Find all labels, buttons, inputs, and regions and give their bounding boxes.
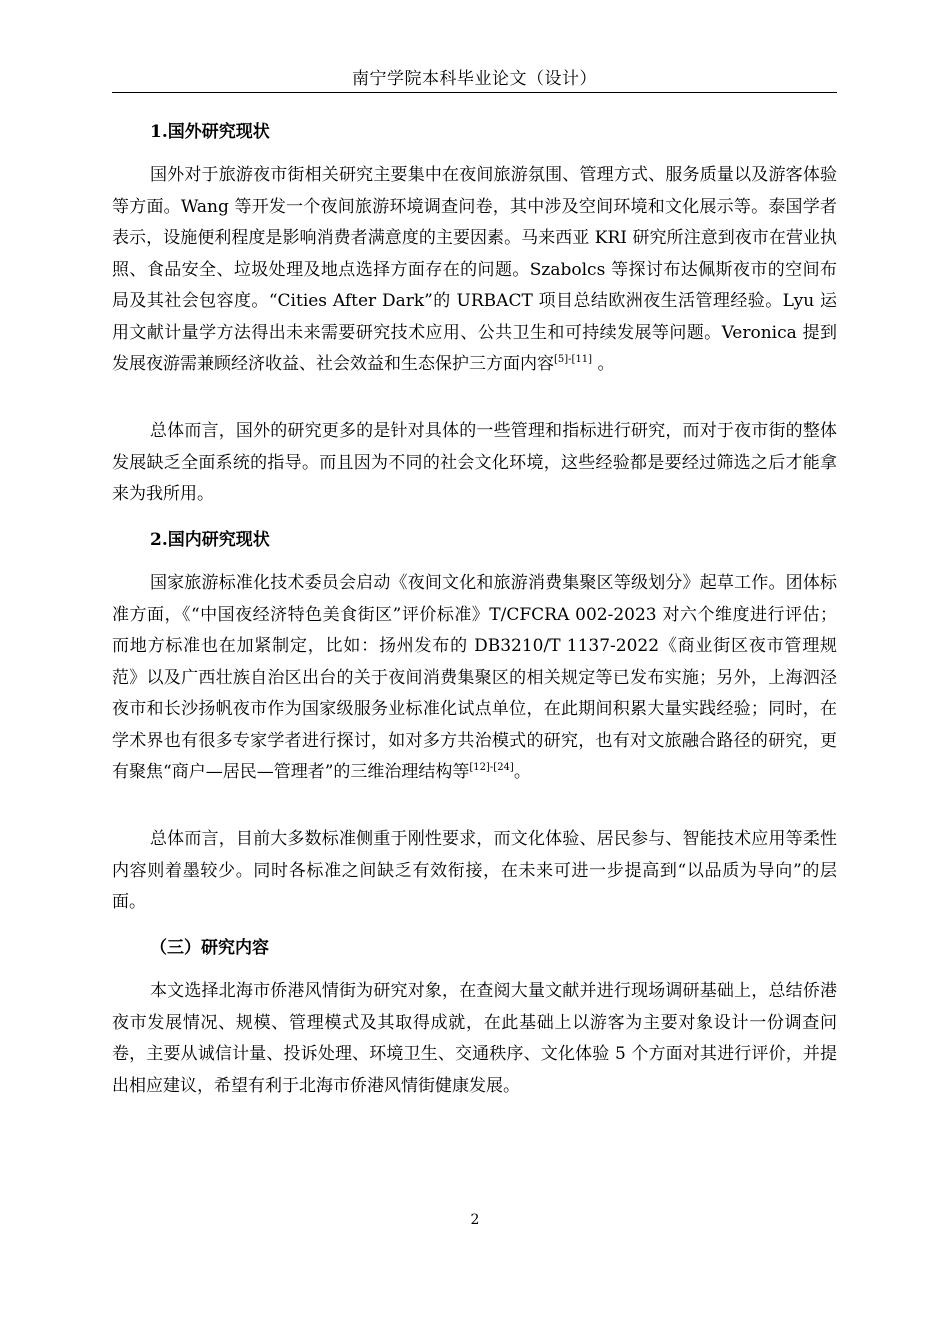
citation: [12]-[24] [469, 762, 514, 773]
section-heading-foreign: 1.国外研究现状 [150, 122, 270, 142]
paragraph-research-content: 本文选择北海市侨港风情街为研究对象，在查阅大量文献并进行现场调研基础上，总结侨港夜市发展情况、规模、管理模式及其取得成就，在此基础上以游客为主要对象设计一份调查问卷，主要从诚信计量、投诉处理、环境卫生、交通秩序、文化体验 5 个方面对其进行评价，并提出相应建议，希望有利于北海市侨港风情街健康发展。 [112, 981, 837, 1096]
paragraph-domestic-2: 总体而言，目前大多数标准侧重于刚性要求，而文化体验、居民参与、智能技术应用等柔性内容则着墨较少。同时各标准之间缺乏有效衔接，在未来可进一步提高到“以品质为导向”的层面。 [112, 829, 837, 912]
paragraph-text: 国外对于旅游夜市街相关研究主要集中在夜间旅游氛围、管理方式、服务质量以及游客体验等方面。Wang 等开发一个夜间旅游环境调查问卷，其中涉及空间环境和文化展示等。泰国学者表示，设施便利程度是影响消费者满意度的主要因素。马来西亚 KRI 研究所注意到夜市在营业执照、食品安全、垃圾处理及地点选择方面存在的问题。Szabolcs 等探讨布达佩斯夜市的空间布局及其社会包容度。“Cities After Dark”的 URBACT 项目总结欧洲夜生活管理经验。Lyu 运用文献计量学方法得出未来需要研究技术应用、公共卫生和可持续发展等问题。Veronica 提到发展夜游需兼顾经济收益、社会效益和生态保护三方面内容 [112, 165, 837, 374]
paragraph-end: 。 [592, 354, 615, 374]
section-heading-domestic: 2.国内研究现状 [150, 530, 270, 550]
paragraph-end: 。 [513, 762, 531, 782]
page-number: 2 [470, 1212, 480, 1228]
header-rule [112, 92, 837, 93]
page-header: 南宁学院本科毕业论文（设计） [352, 69, 597, 89]
paragraph-foreign-2: 总体而言，国外的研究更多的是针对具体的一些管理和指标进行研究，而对于夜市街的整体发展缺乏全面系统的指导。而且因为不同的社会文化环境，这些经验都是要经过筛选之后才能拿来为我所用。 [112, 421, 837, 504]
section-heading-research-content: （三）研究内容 [150, 938, 269, 958]
paragraph-foreign-1 [112, 160, 837, 381]
citation: [5]-[11] [554, 354, 593, 365]
paragraph-domestic-1 [112, 568, 837, 789]
paragraph-text: 国家旅游标准化技术委员会启动《夜间文化和旅游消费集聚区等级划分》起草工作。团体标准方面，《“中国夜经济特色美食街区”评价标准》T/CFCRA 002-2023 对六个维度进行评估；而地方标准也在加紧制定，比如：扬州发布的 DB3210/T 1137-2022《商业街区夜市管理规范》以及广西壮族自治区出台的关于夜间消费集聚区的相关规定等已发布实施；另外，上海泗泾夜市和长沙扬帆夜市作为国家级服务业标准化试点单位，在此期间积累大量实践经验；同时，在学术界也有很多专家学者进行探讨，如对多方共治模式的研究，也有对文旅融合路径的研究，更有聚焦“商户—居民—管理者”的三维治理结构等 [112, 573, 837, 782]
